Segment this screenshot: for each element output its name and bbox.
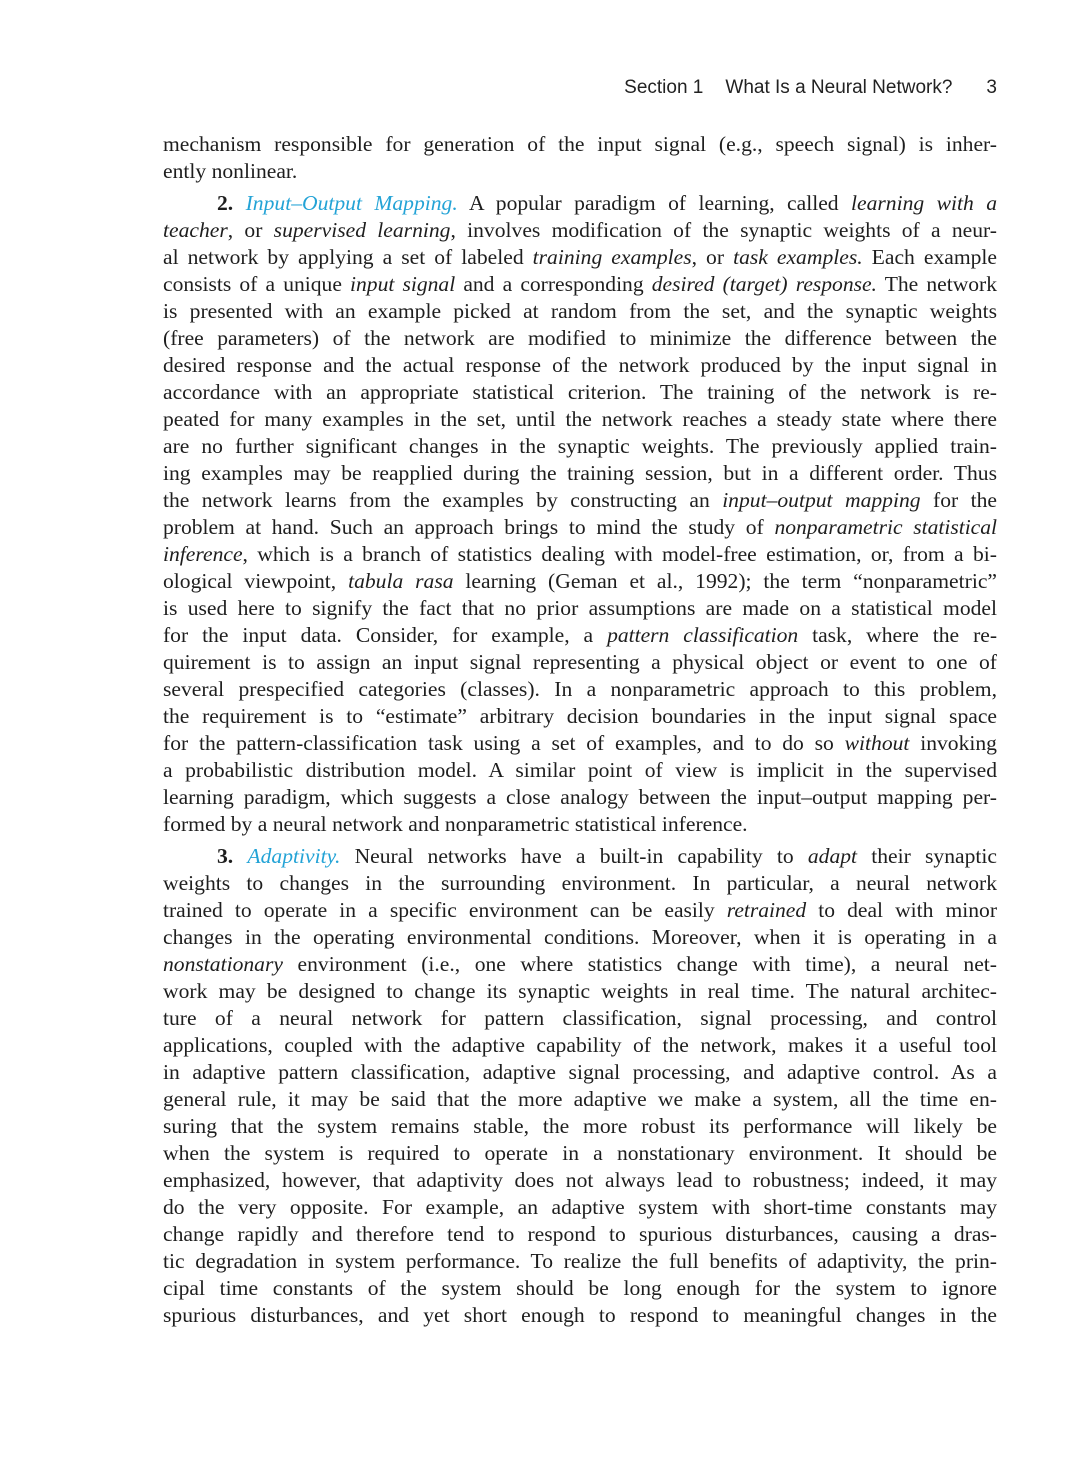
text-line <box>163 1167 997 1194</box>
text-run: learning (Geman et al., 1992); the term “nonparametric” <box>453 569 997 593</box>
text-line <box>163 406 997 433</box>
text-run: ently nonlinear. <box>163 159 298 183</box>
text-line <box>163 460 997 487</box>
text-run: consists of a unique <box>163 272 351 296</box>
chapter-title: What Is a Neural Network? <box>725 77 953 98</box>
text-line <box>163 1140 997 1167</box>
section-label: Section 1 <box>624 77 704 98</box>
text-line <box>163 843 997 870</box>
text-run: several prespecified categories (classes). In a nonparametric approach to this problem, <box>163 677 997 701</box>
emphasis-text: input–output mapping <box>722 488 921 512</box>
text-line <box>163 1248 997 1275</box>
emphasis-text: tabula rasa <box>348 569 454 593</box>
emphasis-text: input signal <box>350 272 456 296</box>
text-run: a probabilistic distribution model. A similar point of view is implicit in the supervised <box>163 758 997 782</box>
text-run: is presented with an example picked at random from the set, and the synaptic weights <box>163 299 997 323</box>
emphasis-text: inference <box>163 542 243 566</box>
item-number: 3. <box>217 844 248 868</box>
text-line <box>163 190 997 217</box>
text-run: spurious disturbances, and yet short enough to respond to meaningful changes in the <box>163 1303 997 1327</box>
text-line <box>163 568 997 595</box>
text-line <box>163 131 997 158</box>
text-line <box>163 924 997 951</box>
text-line <box>163 379 997 406</box>
text-run: their synaptic <box>857 844 997 868</box>
text-run: Each example <box>862 245 997 269</box>
text-line <box>163 676 997 703</box>
text-line <box>163 487 997 514</box>
text-line <box>163 730 997 757</box>
text-run: , or <box>227 218 274 242</box>
text-run: A popular paradigm of learning, called <box>457 191 852 215</box>
paragraph <box>163 843 997 1329</box>
text-run: formed by a neural network and nonparametric statistical inference. <box>163 812 748 836</box>
emphasis-text: learning with a <box>851 191 997 215</box>
text-run: task, where the re- <box>798 623 997 647</box>
emphasis-text: nonparametric statistical <box>774 515 997 539</box>
emphasis-text: pattern classification <box>607 623 799 647</box>
text-run: , which is a branch of statistics dealing with model-free estimation, or, from a bi- <box>242 542 997 566</box>
text-run: cipal time constants of the system should be long enough for the system to ignore <box>163 1276 997 1300</box>
text-line <box>163 757 997 784</box>
text-run: suring that the system remains stable, the more robust its performance will likely be <box>163 1114 997 1138</box>
emphasis-text: nonstationary <box>163 952 283 976</box>
text-line <box>163 541 997 568</box>
text-run: work may be designed to change its synaptic weights in real time. The natural architec- <box>163 979 997 1003</box>
text-run: the network learns from the examples by constructing an <box>163 488 723 512</box>
text-line <box>163 325 997 352</box>
text-run: , or <box>691 245 734 269</box>
text-run: change rapidly and therefore tend to respond to spurious disturbances, causing a dras- <box>163 1222 997 1246</box>
text-run: general rule, it may be said that the more adaptive we make a system, all the time en- <box>163 1087 997 1111</box>
text-line <box>163 514 997 541</box>
text-line <box>163 978 997 1005</box>
text-line <box>163 1032 997 1059</box>
text-line <box>163 217 997 244</box>
text-line <box>163 244 997 271</box>
text-run: quirement is to assign an input signal representing a physical object or event to one of <box>163 650 997 674</box>
text-run: in adaptive pattern classification, adaptive signal processing, and adaptive control. As a <box>163 1060 997 1084</box>
text-line <box>163 622 997 649</box>
text-run: is used here to signify the fact that no prior assumptions are made on a statistical model <box>163 596 997 620</box>
text-line <box>163 951 997 978</box>
text-line <box>163 703 997 730</box>
text-run: (free parameters) of the network are modified to minimize the difference between the <box>163 326 997 350</box>
text-line <box>163 433 997 460</box>
text-line <box>163 158 997 185</box>
text-run: for the pattern-classification task using a set of examples, and to do so <box>163 731 845 755</box>
text-run: ing examples may be reapplied during the training session, but in a different order. Thus <box>163 461 997 485</box>
page-number: 3 <box>986 77 997 98</box>
text-run: environment (i.e., one where statistics change with time), a neural net- <box>282 952 997 976</box>
text-run: al network by applying a set of labeled <box>163 245 533 269</box>
text-line <box>163 649 997 676</box>
text-run: to deal with minor <box>806 898 997 922</box>
item-number: 2. <box>217 191 246 215</box>
text-run: emphasized, however, that adaptivity does not always lead to robustness; indeed, it may <box>163 1168 997 1192</box>
emphasis-text: task examples. <box>733 245 863 269</box>
paragraph <box>163 190 997 838</box>
text-line <box>163 1005 997 1032</box>
item-heading: Adaptivity. <box>247 844 341 868</box>
emphasis-text: supervised learning <box>273 218 451 242</box>
emphasis-text: teacher <box>163 218 228 242</box>
emphasis-text: training examples <box>532 245 692 269</box>
text-line <box>163 1221 997 1248</box>
text-run: applications, coupled with the adaptive capability of the network, makes it a useful tool <box>163 1033 997 1057</box>
text-line <box>163 298 997 325</box>
text-run: the requirement is to “estimate” arbitrary decision boundaries in the input signal space <box>163 704 997 728</box>
text-run: mechanism responsible for generation of the input signal (e.g., speech signal) is inher- <box>163 132 997 156</box>
text-run: tic degradation in system performance. To realize the full benefits of adaptivity, the prin- <box>163 1249 997 1273</box>
emphasis-text: desired (target) response. <box>651 272 877 296</box>
text-line <box>163 271 997 298</box>
text-line <box>163 1275 997 1302</box>
running-head <box>624 77 997 99</box>
text-run: for the input data. Consider, for example, a <box>163 623 608 647</box>
text-run: when the system is required to operate in a nonstationary environment. It should be <box>163 1141 997 1165</box>
paragraph <box>163 131 997 185</box>
text-run: desired response and the actual response of the network produced by the input signal in <box>163 353 997 377</box>
text-line <box>163 811 997 838</box>
text-run: The network <box>876 272 997 296</box>
text-line <box>163 897 997 924</box>
emphasis-text: retrained <box>726 898 807 922</box>
text-run: do the very opposite. For example, an adaptive system with short-time constants may <box>163 1195 997 1219</box>
page-body <box>163 131 997 1334</box>
text-line <box>163 595 997 622</box>
text-run: are no further significant changes in the synaptic weights. The previously applied train- <box>163 434 997 458</box>
text-run: changes in the operating environmental conditions. Moreover, when it is operating in a <box>163 925 997 949</box>
text-run: Neural networks have a built-in capability to <box>340 844 808 868</box>
text-run: ture of a neural network for pattern classification, signal processing, and control <box>163 1006 997 1030</box>
text-line <box>163 1086 997 1113</box>
text-line <box>163 870 997 897</box>
text-run: learning paradigm, which suggests a close analogy between the input–output mapping per- <box>163 785 997 809</box>
text-run: invoking <box>909 731 997 755</box>
text-line <box>163 1059 997 1086</box>
text-run: problem at hand. Such an approach brings to mind the study of <box>163 515 775 539</box>
text-run: , involves modification of the synaptic weights of a neur- <box>450 218 997 242</box>
text-line <box>163 1194 997 1221</box>
text-line <box>163 784 997 811</box>
item-heading: Input–Output Mapping. <box>245 191 458 215</box>
text-run: ological viewpoint, <box>163 569 349 593</box>
text-run: for the <box>920 488 997 512</box>
emphasis-text: without <box>844 731 910 755</box>
text-line <box>163 1113 997 1140</box>
text-run: and a corresponding <box>455 272 652 296</box>
text-run: weights to changes in the surrounding environment. In particular, a neural network <box>163 871 997 895</box>
text-run: trained to operate in a specific environment can be easily <box>163 898 727 922</box>
text-line <box>163 352 997 379</box>
text-run: peated for many examples in the set, until the network reaches a steady state where there <box>163 407 997 431</box>
text-line <box>163 1302 997 1329</box>
text-run: accordance with an appropriate statistical criterion. The training of the network is re- <box>163 380 997 404</box>
emphasis-text: adapt <box>807 844 858 868</box>
